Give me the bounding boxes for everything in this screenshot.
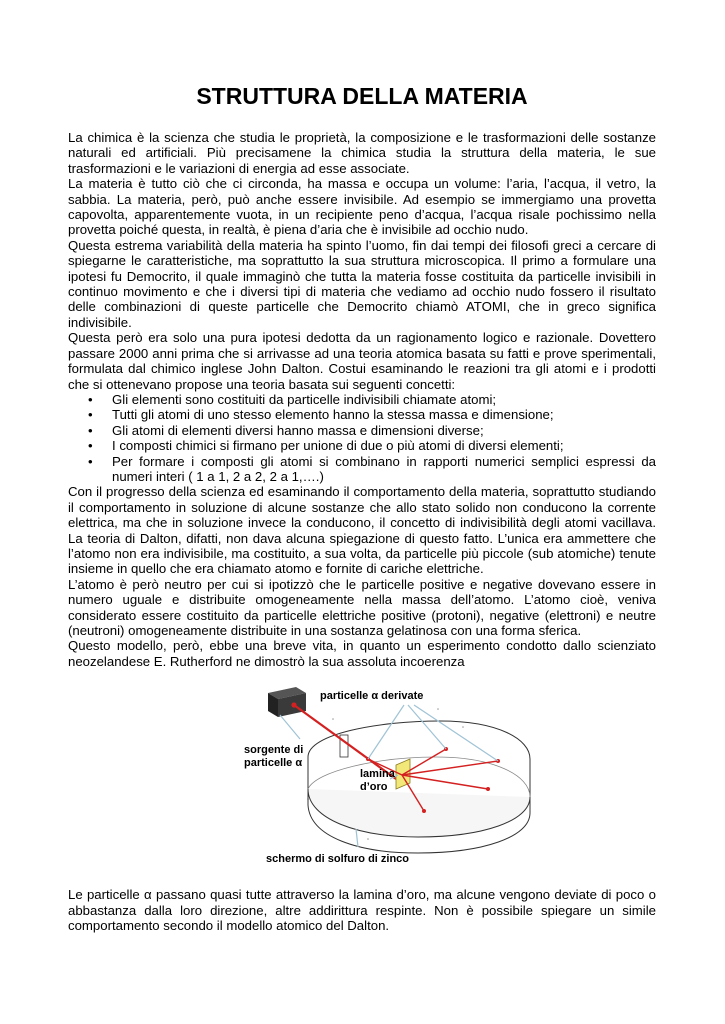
paragraph-materia: La materia è tutto ciò che ci circonda, ha massa e occupa un volume: l’aria, l’acqua, il vetro, la sabbia. La materia, però, può anche essere invisibile. Ad esempio se immergiamo una provetta capovolta, apparentemente vuota, in un recipiente peno d’acqua, l’acqua risale pochissimo nella provetta poiché questa, in realtà, è piena d’aria che è invisibile ad occhio nudo. [68,176,656,238]
paragraph-dalton: Questa però era solo una pura ipotesi dedotta da un ragionamento logico e razionale. Dovettero passare 2000 anni prima che si arrivasse ad una teoria atomica basata su fatti e prove sperimentali, formulata dal chimico inglese John Dalton. Costui esaminando le reazioni tra gli atomi e i prodotti che si ottenevano propose una teoria basata sui seguenti concetti: [68,330,656,392]
list-item: • Gli elementi sono costituiti da particelle indivisibili chiamate atomi; [112,392,656,407]
label-lamina-line2: d’oro [360,781,388,794]
alpha-source-box [268,687,306,717]
paragraph-democrito: Questa estrema variabilità della materia ha spinto l’uomo, fin dai tempi dei filosofi greci a cercare di spiegarne le caratteristiche, ma soprattutto la sua struttura microscopica. Il primo a formulare una ipotesi fu Democrito, il quale immaginò che tutta la materia fosse costituita da particelle invisibili in continuo movimento e che i diversi tipi di materia che vediamo ad occhio nudo fossero il risultato delle combinazioni di queste particelle che Democrito chiamò ATOMI, che in greco significa indivisibile. [68,237,656,330]
paragraph-atomo-neutro: L’atomo è però neutro per cui si ipotizzò che le particelle positive e negative dovevano essere in numero uguale e distribuite omogeneamente nella massa dell’atomo. L’atomo cioè, veniva considerato essere costituito da particelle elettriche positive (protoni), negative (elettroni) e neutre (neutroni) omogeneamente distribuite in una sostanza gelatinosa con una forma sferica. [68,576,656,638]
document-page [68,82,656,933]
label-sorgente-line2: particelle α [244,757,303,770]
sorgente-leader-line [280,715,300,739]
paragraph-progresso: Con il progresso della scienza ed esaminando il comportamento della materia, soprattutto studiando il comportamento in soluzione di alcune sostanze che allo stato solido non conducono la corrente elettrica, ma che in soluzione invece la conducono, il concetto di indivisibilità degli atomi vacillava. La teoria di Dalton, difatti, non dava alcuna spiegazione di questo fatto. L’unica era ammettere che l’atomo non era indivisibile, ma costituito, a sua volta, da particelle più piccole (sub atomiche) tenute insieme in quello che era chiamato atomo e fornite di cariche elettriche. [68,484,656,577]
list-item: • Tutti gli atomi di uno stesso elemento hanno la stessa massa e dimensione; [112,407,656,422]
list-item: • I composti chimici si firmano per unione di due o più atomi di diversi elementi; [112,438,656,453]
label-lamina-line1: lamina [360,768,395,781]
rutherford-experiment-figure [68,679,656,865]
derivate-leader-lines [368,705,498,761]
page-title: STRUTTURA DELLA MATERIA [196,83,528,109]
dalton-concepts-list [68,392,656,484]
experiment-diagram [68,679,656,865]
label-particelle-derivate: particelle α derivate [320,690,424,703]
list-item: • Gli atomi di elementi diversi hanno massa e dimensioni diverse; [112,423,656,438]
label-sorgente-line1: sorgente di [244,744,304,757]
paragraph-rutherford: Questo modello, però, ebbe una breve vita, in quanto un esperimento condotto dallo scienziato neozelandese E. Rutherford ne dimostrò la sua assoluta incoerenza [68,638,656,669]
label-schermo: schermo di solfuro di zinco [266,853,410,866]
screen-front-band [308,789,530,837]
list-item: • Per formare i composti gli atomi si combinano in rapporti numerici semplici espressi da numeri interi ( 1 a 1, 2 a 2, 2 a 1,….) [112,454,656,485]
schermo-leader-line [356,829,358,847]
paragraph-conclusione: Le particelle α passano quasi tutte attraverso la lamina d’oro, ma alcune vengono deviate di poco o abbastanza dalla loro direzione, altre addirittura respinte. Non è possibile spiegare un simile comportamento secondo il modello atomico del Dalton. [68,887,656,934]
paragraph-intro: La chimica è la scienza che studia le proprietà, la composizione e le trasformazioni delle sostanze naturali ed artificiali. Più precisamene la chimica studia la struttura della materia, le sue trasformazioni e le variazioni di energia ad esse associate. [68,130,656,176]
